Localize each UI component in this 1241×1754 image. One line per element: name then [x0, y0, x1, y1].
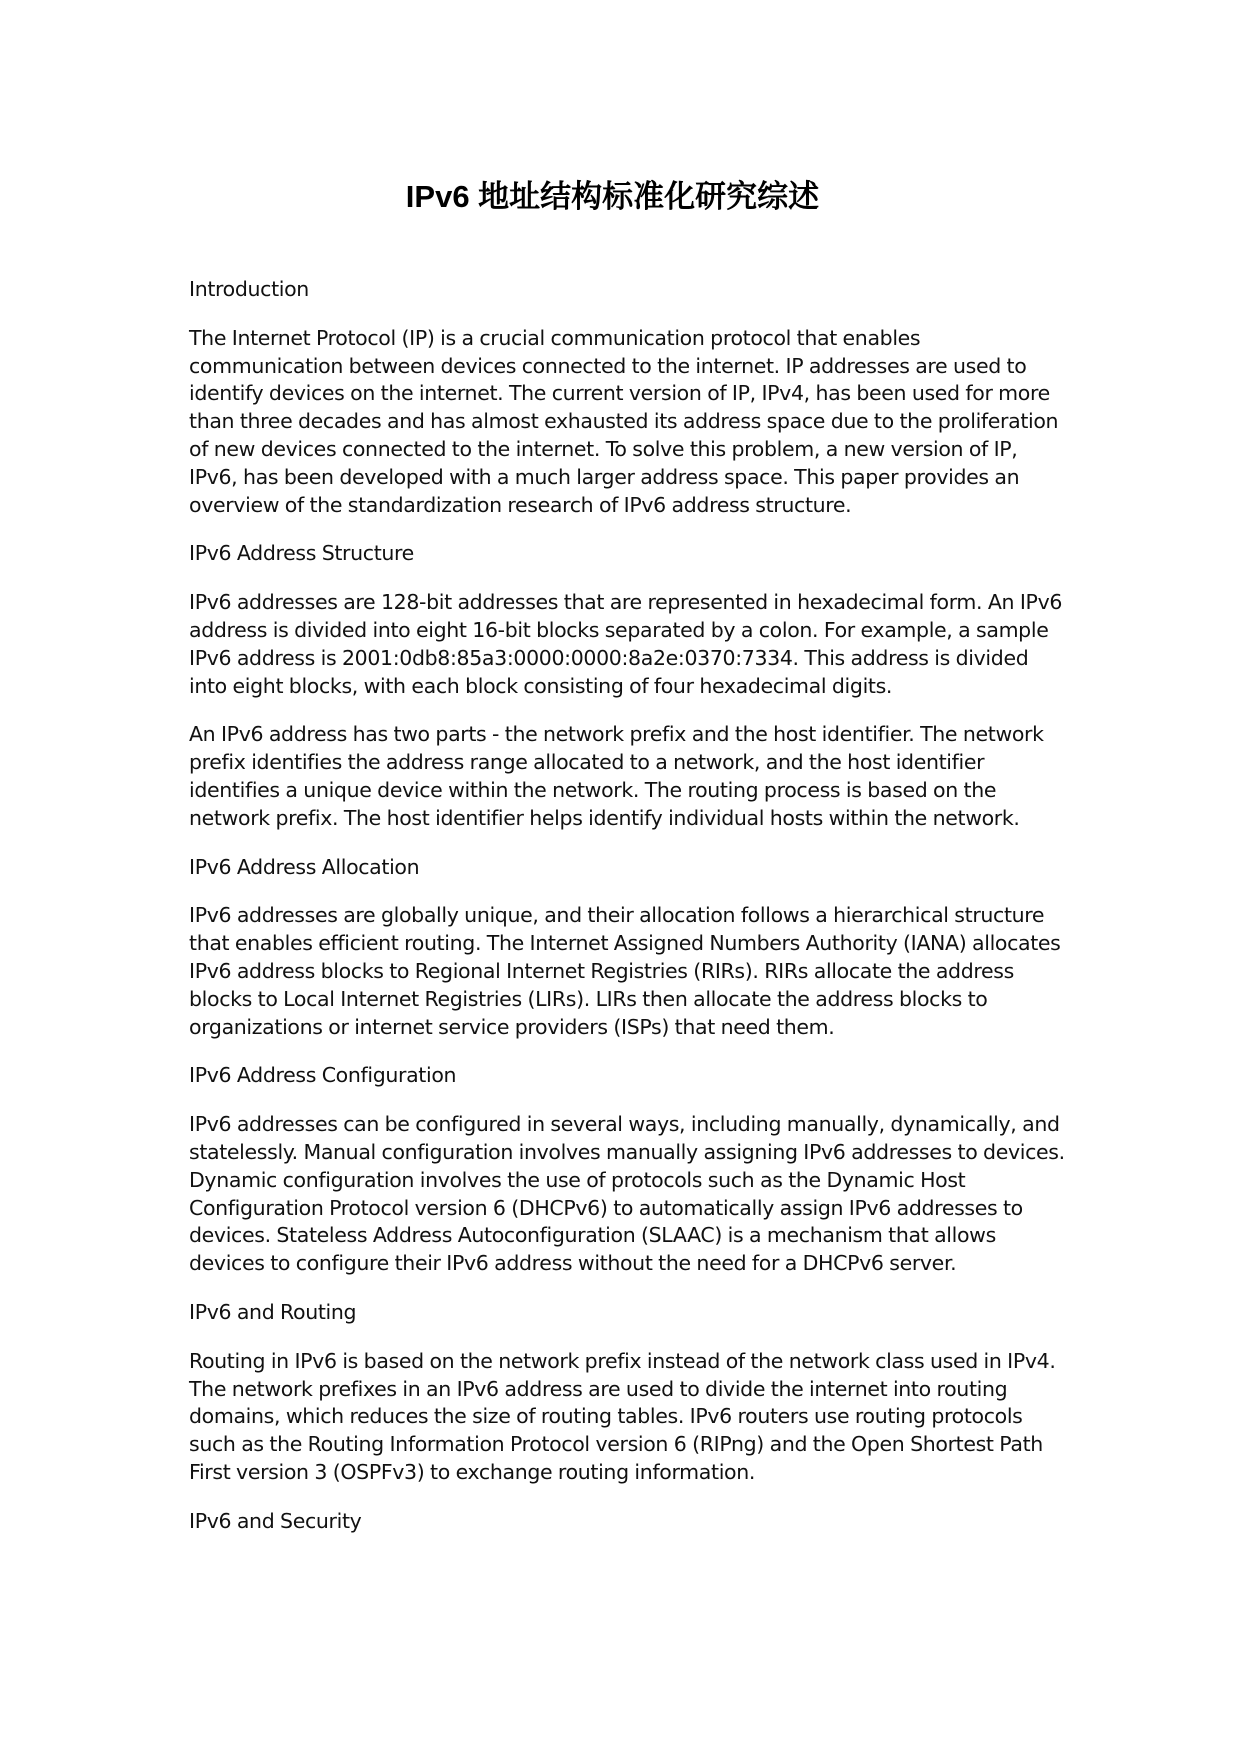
paragraph: The Internet Protocol (IP) is a crucial communication protocol that enables communication between devices connected to the internet. IP addresses are used to identify devices on the internet. The current version of IP, IPv4, has been used for more than three decades and has almost exhausted its address space due to the proliferation of new devices connected to the internet. To solve this problem, a new version of IP, IPv6, has been developed with a much larger address space. This paper provides an overview of the standardization research of IPv6 address structure. [189, 325, 1059, 517]
document-body [189, 276, 1069, 1556]
paragraph: IPv6 addresses are globally unique, and their allocation follows a hierarchical structure that enables efficient routing. The Internet Assigned Numbers Authority (IANA) allocates IPv6 address blocks to Regional Internet Registries (RIRs). RIRs allocate the address blocks to Local Internet Registries (LIRs). LIRs then allocate the address blocks to organizations or internet service providers (ISPs) that need them. [189, 903, 1061, 1039]
paragraph: IPv6 addresses are 128-bit addresses that are represented in hexadecimal form. An IPv6 address is divided into eight 16-bit blocks separated by a colon. For example, a sample IPv6 address is 2001:0db8:85a3:0000:0000:8a2e:0370:7334. This address is divided into eight blocks, with each block consisting of four hexadecimal digits. [189, 590, 1063, 698]
paragraph: An IPv6 address has two parts - the network prefix and the host identifier. The network prefix identifies the address range allocated to a network, and the host identifier identifies a unique device within the network. The routing process is based on the network prefix. The host identifier helps identify individual hosts within the network. [189, 722, 1044, 830]
section-address-configuration [189, 1062, 1069, 1278]
section-address-allocation [189, 854, 1069, 1042]
paragraph: IPv6 addresses can be configured in several ways, including manually, dynamically, and statelessly. Manual configuration involves manually assigning IPv6 addresses to devices. Dynamic configuration involves the use of protocols such as the Dynamic Host Configuration Protocol version 6 (DHCPv6) to automatically assign IPv6 addresses to devices. Stateless Address Autoconfiguration (SLAAC) is a mechanism that allows devices to configure their IPv6 address without the need for a DHCPv6 server. [189, 1112, 1065, 1276]
section-routing [189, 1299, 1069, 1487]
section-heading: IPv6 and Routing [189, 1299, 357, 1324]
paragraph: Routing in IPv6 is based on the network prefix instead of the network class used in IPv4. The network prefixes in an IPv6 address are used to divide the internet into routing domains, which reduces the size of routing tables. IPv6 routers use routing protocols such as the Routing Information Protocol version 6 (RIPng) and the Open Shortest Path First version 3 (OSPFv3) to exchange routing information. [189, 1348, 1056, 1484]
section-security [189, 1508, 1069, 1536]
section-heading: Introduction [189, 277, 309, 301]
section-heading: IPv6 Address Allocation [189, 854, 420, 879]
section-introduction [189, 276, 1069, 519]
document-title: IPv6 地址结构标准化研究综述 [405, 179, 820, 214]
section-address-structure [189, 540, 1069, 832]
section-heading: IPv6 Address Configuration [189, 1063, 457, 1088]
section-heading: IPv6 and Security [189, 1508, 362, 1533]
section-heading: IPv6 Address Structure [189, 541, 414, 566]
